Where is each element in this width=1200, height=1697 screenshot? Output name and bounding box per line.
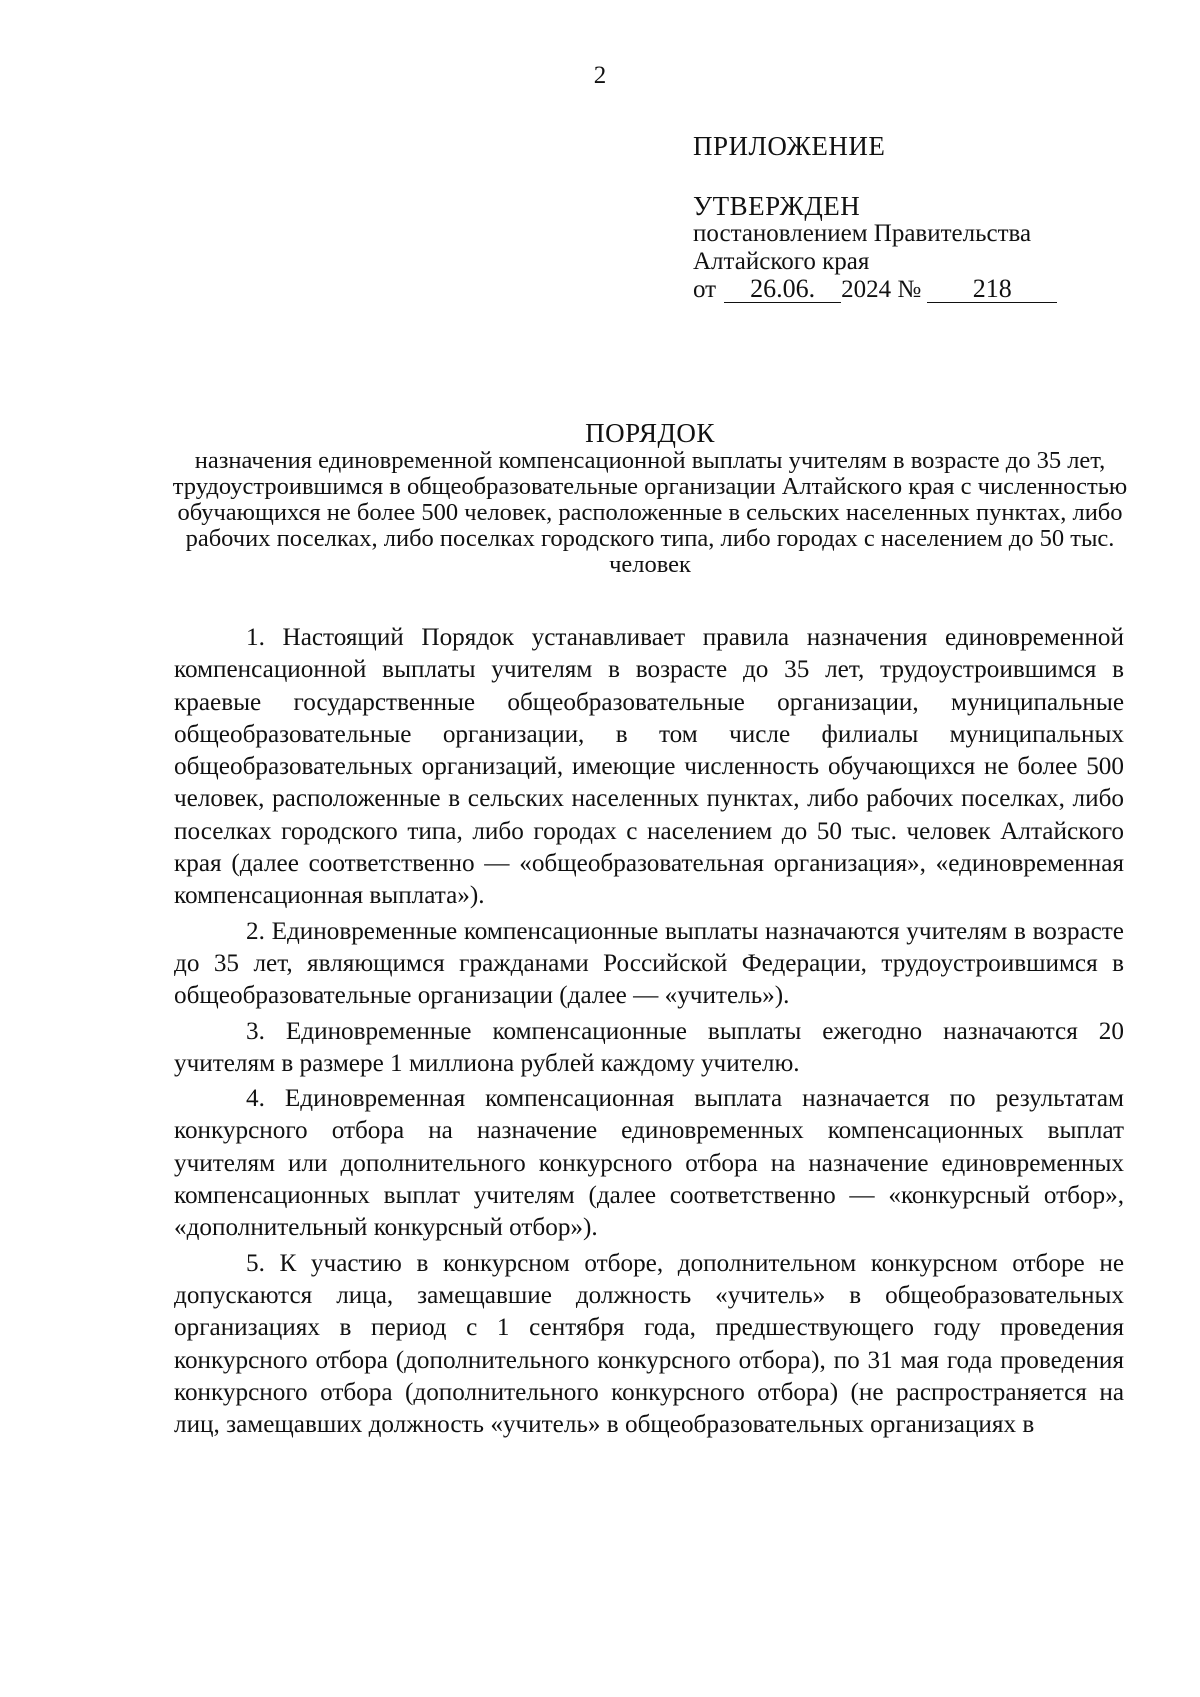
paragraph-4: 4. Единовременная компенсационная выплата назначается по результатам конкурсного отбора на назначение единовременных компенсационных выплат учителям или дополнительного конкурсного отбора на назначение единовременных компенсационных выплат учителям (далее соответственно — «конкурсный отбор», «дополнительный конкурсный отбор»). [174, 1085, 1124, 1242]
paragraph-2: 2. Единовременные компенсационные выплаты назначаются учителям в возрасте до 35 лет, являющимся гражданами Российской Федерации, трудоустроившимся в общеобразовательные организации (далее — «учитель»). [174, 917, 1124, 1010]
document-title-block [160, 418, 1140, 578]
page-number: 2 [593, 62, 607, 89]
appendix-label: ПРИЛОЖЕНИЕ [693, 131, 886, 161]
document-title: ПОРЯДОК [585, 418, 715, 448]
approved-label: УТВЕРЖДЕН [693, 191, 861, 221]
approval-line-government: постановлением Правительства [693, 220, 1032, 247]
approval-date-row [693, 276, 1123, 304]
approval-block [693, 132, 1123, 304]
document-subtitle: назначения единовременной компенсационной выплаты учителям в возрасте до 35 лет, трудоустроившимся в общеобразовательные организации Алтайского края с численностью обучающихся не более 500 человек, расположенные в сельских населенных пунктах, либо рабочих поселках, либо поселках городского типа, либо городах с населением до 50 тыс. человек [172, 447, 1128, 578]
approval-line-region: Алтайского края [693, 248, 870, 275]
paragraph-3: 3. Единовременные компенсационные выплаты ежегодно назначаются 20 учителям в размере 1 миллиона рублей каждому учителю. [174, 1017, 1124, 1077]
decree-number: 218 [927, 276, 1057, 303]
paragraph-5: 5. К участию в конкурсном отборе, дополнительном конкурсном отборе не допускаются лица, замещавшие должность «учитель» в общеобразовательных организациях в период с 1 сентября года, предшествующего году проведения конкурсного отбора (дополнительного конкурсного отбора), по 31 мая года проведения конкурсного отбора (дополнительного конкурсного отбора) (не распространяется на лиц, замещавших должность «учитель» в общеобразовательных организациях в [174, 1249, 1124, 1439]
decree-date: 26.06. [724, 276, 841, 303]
from-label: от [693, 276, 717, 303]
year-number-label: 2024 № [841, 276, 922, 303]
paragraph-1: 1. Настоящий Порядок устанавливает правила назначения единовременной компенсационной выплаты учителям в возрасте до 35 лет, трудоустроившимся в краевые государственные общеобразовательные организации, муниципальные общеобразовательные организации, в том числе филиалы муниципальных общеобразовательных организаций, имеющие численность обучающихся не более 500 человек, расположенные в сельских населенных пунктах, либо рабочих поселках, либо поселках городского типа, либо городах с населением до 50 тыс. человек Алтайского края (далее соответственно — «общеобразовательная организация», «единовременная компенсационная выплата»). [174, 624, 1124, 910]
document-body [174, 622, 1124, 1444]
